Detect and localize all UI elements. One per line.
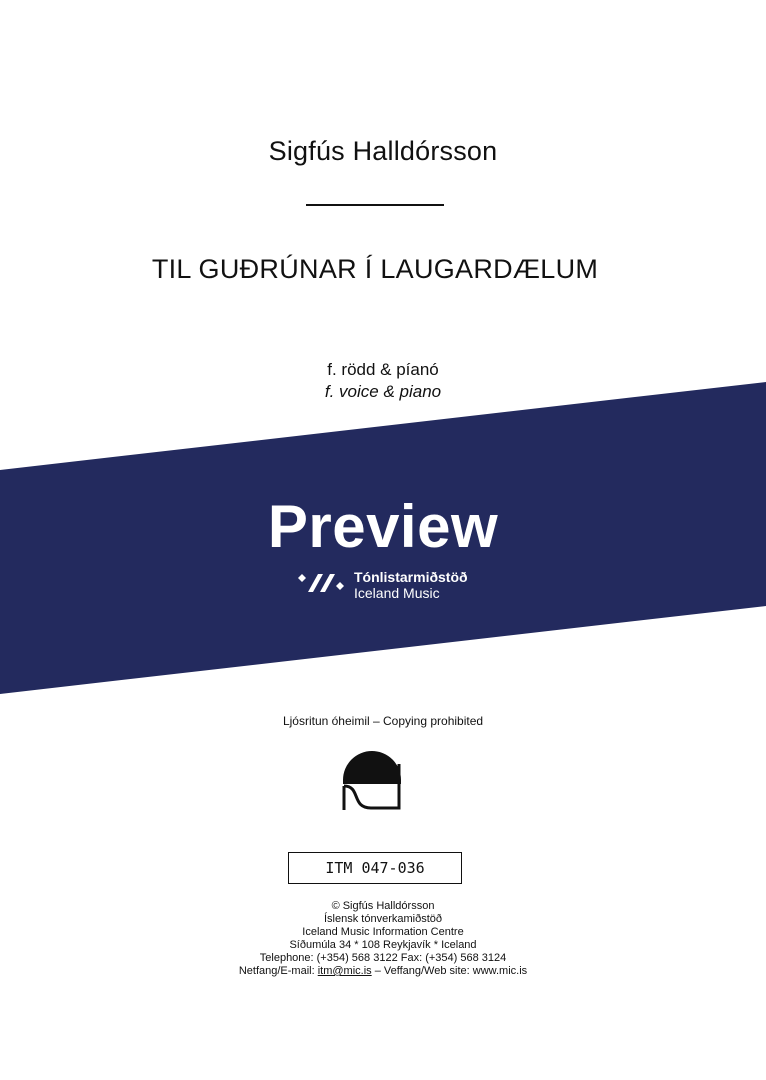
footer-phone: Telephone: (+354) 568 3122 Fax: (+354) 568 3124: [259, 952, 507, 964]
instrumentation-english: f. voice & piano: [324, 382, 442, 401]
website-text: – Veffang/Web site: www.mic.is: [371, 965, 528, 977]
instrumentation-icelandic: f. rödd & píanó: [327, 360, 439, 379]
work-title: TIL GUÐRÚNAR Í LAUGARDÆLUM: [151, 254, 599, 284]
footer-copyright: © Sigfús Halldórsson: [331, 900, 435, 912]
catalog-number: ITM 047-036: [325, 859, 425, 877]
iceland-music-logo-icon: [296, 570, 350, 598]
footer-org-english: Iceland Music Information Centre: [302, 926, 464, 938]
footer-contact: [0, 965, 766, 978]
brand-name-english: Iceland Music: [354, 585, 440, 601]
iceland-music-brand: [296, 568, 496, 602]
brand-name-icelandic: Tónlistarmiðstöð: [354, 569, 468, 585]
preview-watermark: Preview: [267, 493, 499, 560]
composer-name: Sigfús Halldórsson: [268, 136, 498, 166]
footer-address: Síðumúla 34 * 108 Reykjavík * Iceland: [289, 939, 477, 951]
email-label: Netfang/E-mail:: [238, 965, 318, 977]
footer-org-icelandic: Íslensk tónverkamiðstöð: [324, 913, 442, 925]
itm-publisher-logo-icon: [341, 750, 405, 812]
copying-notice: Ljósritun óheimil – Copying prohibited: [282, 714, 484, 728]
email-link[interactable]: itm@mic.is: [317, 965, 372, 977]
catalog-number-box: [288, 852, 462, 884]
